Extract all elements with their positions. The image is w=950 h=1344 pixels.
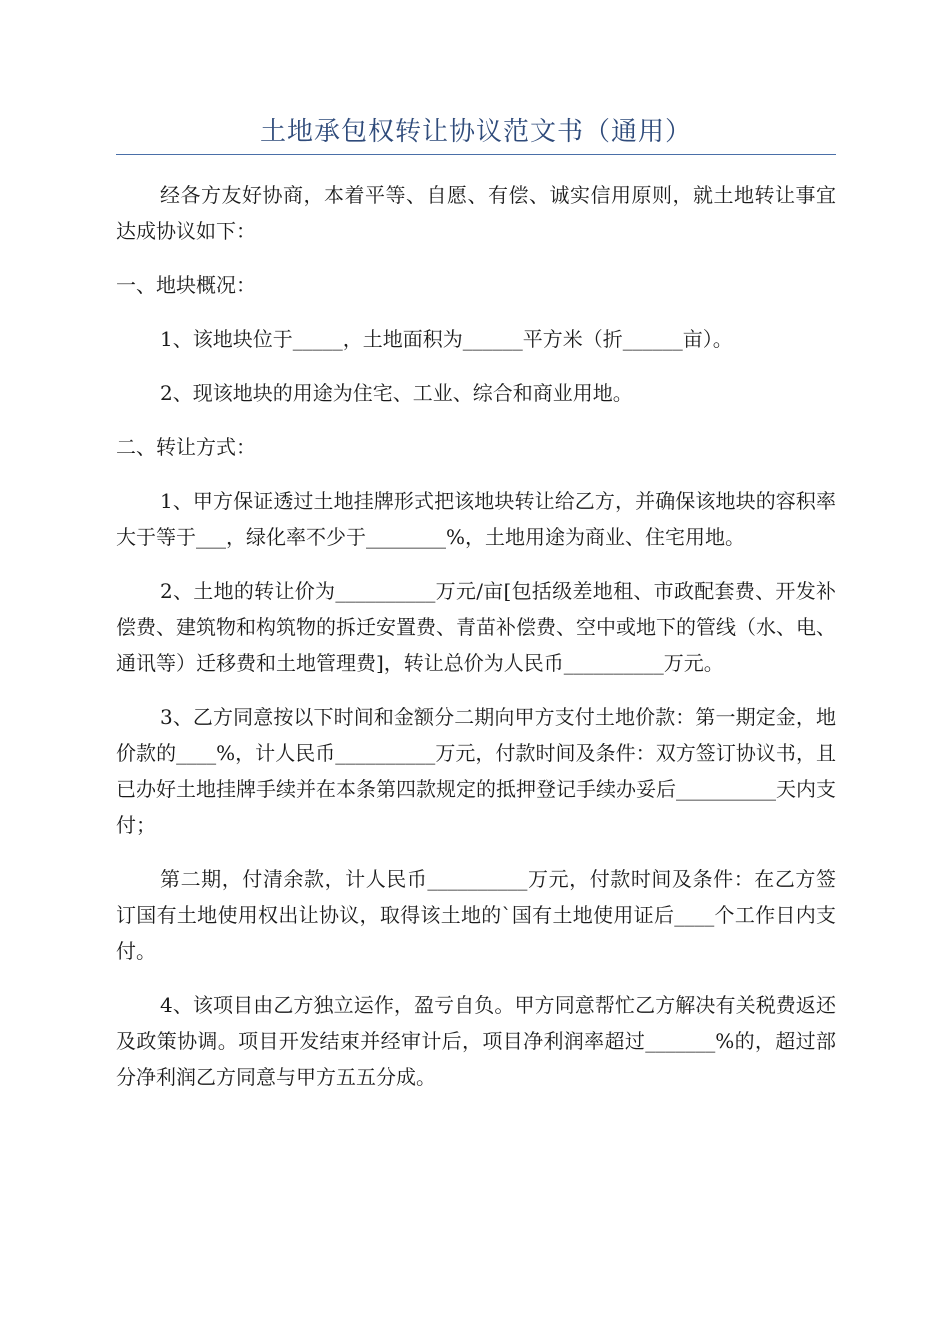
document-title: 土地承包权转让协议范文书（通用）: [259, 117, 692, 147]
clause-payment-first-phase: 3、乙方同意按以下时间和金额分二期向甲方支付土地价款：第一期定金，地价款的____%，计人民币__________万元，付款时间及条件：双方签订协议书，且已办好土地挂牌手续并在本条第四款规定的抵押登记手续办妥后__________天内支付；: [116, 705, 836, 837]
document-page: [116, 112, 836, 1113]
clause-land-location: 1、该地块位于_____，土地面积为______平方米（折______亩）。: [160, 327, 733, 351]
clause-profit-sharing: 4、该项目由乙方独立运作，盈亏自负。甲方同意帮忙乙方解决有关税费返还及政策协调。项目开发结束并经审计后，项目净利润率超过_______%的，超过部分净利润乙方同意与甲方五五分成。: [116, 993, 836, 1089]
clause-transfer-price: 2、土地的转让价为__________万元/亩[包括级差地租、市政配套费、开发补偿费、建筑物和构筑物的拆迁安置费、青苗补偿费、空中或地下的管线（水、电、通讯等）迁移费和土地管理费]，转让总价为人民币__________万元。: [116, 579, 836, 675]
clause-listing-transfer: 1、甲方保证透过土地挂牌形式把该地块转让给乙方，并确保该地块的容积率大于等于___，绿化率不少于________%，土地用途为商业、住宅用地。: [116, 489, 836, 549]
section-heading-transfer-method: 二、转让方式：: [116, 435, 256, 459]
clause-payment-second-phase: 第二期，付清余款，计人民币__________万元，付款时间及条件：在乙方签订国有土地使用权出让协议，取得该土地的`国有土地使用证后____个工作日内支付。: [116, 867, 836, 963]
title-underline: [116, 154, 836, 155]
clause-land-use: 2、现该地块的用途为住宅、工业、综合和商业用地。: [160, 381, 633, 405]
document-body: [116, 177, 836, 1095]
intro-paragraph: 经各方友好协商，本着平等、自愿、有偿、诚实信用原则，就土地转让事宜达成协议如下：: [116, 183, 836, 243]
section-heading-land-overview: 一、地块概况：: [116, 273, 256, 297]
